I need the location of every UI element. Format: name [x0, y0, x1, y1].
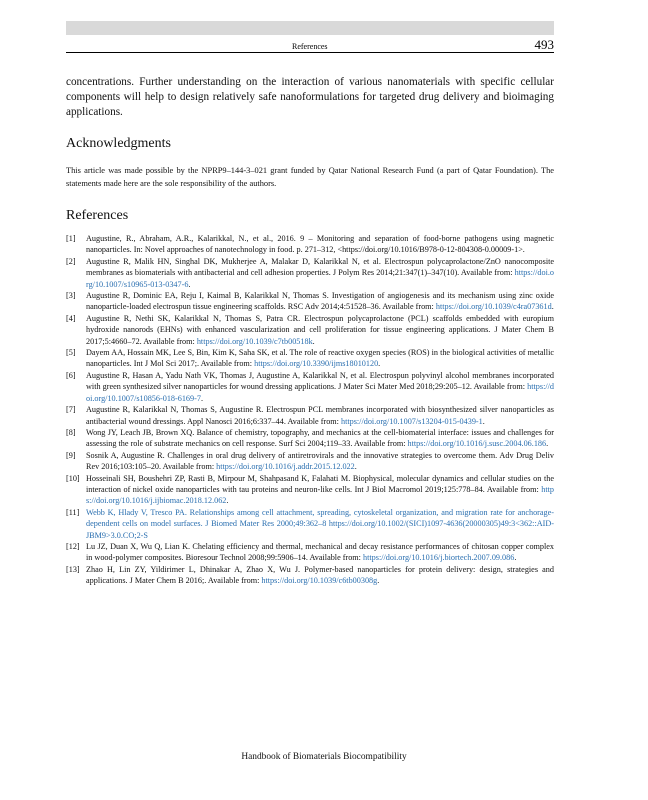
reference-text: Augustine R, Hasan A, Yadu Nath VK, Thomas J, Augustine A, Kalarikkal N, et al. Electrospun polyvinyl alcohol membranes incorporated with green synthesized silver nanoparticles for wound dressing applications. J Mater Sci Mater Med 2018;29:205–12. Available from:: [86, 370, 554, 392]
doi-link[interactable]: https://doi.org/10.1007/s10856-018-6169-7: [86, 382, 554, 403]
reference-text: Zhao H, Lin ZY, Yildirimer L, Dhinakar A, Zhao X, Wu J. Polymer-based nanoparticles for protein delivery: design, strategies and applications. J Mater Chem B 2016;. Available from:: [86, 564, 554, 586]
reference-number: [12]: [66, 541, 80, 551]
doi-link[interactable]: https://doi.org/10.1016/j.biortech.2007.09.086: [363, 553, 515, 563]
reference-item: [4] Augustine R, Nethi SK, Kalarikkal N, Thomas S, Patra CR. Electrospun polycaprolactone (PCL) scaffolds embedded with europium hydroxide nanorods (EHNs) with enhanced vascularization and cell proliferation for tissue engineering applications. J Mater Chem B 2017;5:4660–72. Available from: https://doi.org/10.1039/c7tb00518k.: [66, 313, 554, 346]
reference-item: [3] Augustine R, Dominic EA, Reju I, Kaimal B, Kalarikkal N, Thomas S. Investigation of angiogenesis and its mechanism using zinc oxide nanoparticle-loaded electrospun tissue engineering scaffolds. RSC Adv 2014;4:51528–36. Available from: https://doi.org/10.1039/c4ra07361d.: [66, 291, 554, 312]
intro-paragraph: concentrations. Further understanding on the interaction of various nanomaterials with specific cellular components will help to design relatively safe nanoformulations for targeted drug delivery and bioimaging applications.: [66, 76, 554, 119]
reference-number: [4]: [66, 313, 76, 323]
reference-text: Dayem AA, Hossain MK, Lee S, Bin, Kim K, Saha SK, et al. The role of reactive oxygen species (ROS) in the biological activities of metallic nanoparticles. Int J Mol Sci 2017;. Available from:: [86, 348, 554, 369]
doi-link[interactable]: https://doi.org/10.1007/s10965-013-0347-6: [86, 268, 554, 289]
page-number: 493: [534, 37, 554, 52]
reference-item: [7] Augustine R, Kalarikkal N, Thomas S, Augustine R. Electrospun PCL membranes incorporated with biosynthesized silver nanoparticles as antibacterial wound dressings. Appl Nanosci 2016;6:337–44. Available from: https://doi.org/10.1007/s13204-015-0439-1.: [66, 405, 554, 426]
doi-link[interactable]: https://doi.org/10.3390/ijms18010120: [254, 359, 379, 369]
reference-item: [2] Augustine R, Malik HN, Singhal DK, Mukherjee A, Malakar D, Kalarikkal N, et al. Electrospun polycaprolactone/ZnO nanocomposite membranes as biomaterials with antibacterial and cell adhesion properties. J Polym Res 2014;21:347(1)–347(10). Available from: https://doi.org/10.1007/s10965-013-0347-6.: [66, 256, 554, 289]
reference-item: [12] Lu JZ, Duan X, Wu Q, Lian K. Chelating efficiency and thermal, mechanical and decay resistance performances of chitosan copper complex in wood-polymer composites. Bioresour Technol 2008;99:5906–14. Available from: https://doi.org/10.1016/j.biortech.2007.09.086.: [66, 541, 554, 563]
reference-item: [9] Sosnik A, Augustine R. Challenges in oral drug delivery of antiretrovirals and the innovative strategies to overcome them. Adv Drug Deliv Rev 2016;103:105–20. Available from: https://doi.org/10.1016/j.addr.2015.12.022.: [66, 450, 554, 472]
reference-text: Hosseinali SH, Boushehri ZP, Rasti B, Mirpour M, Shahpasand K, Falahati M. Biophysical, molecular dynamics and cellular studies on the interaction of nickel oxide nanoparticles with tau proteins and neuron-like cells. Int J Biol Macromol 2019;125:778–84. Available from:: [86, 473, 554, 494]
reference-number: [1]: [66, 234, 76, 243]
doi-link[interactable]: Webb K, Hlady V, Tresco PA. Relationships among cell attachment, spreading, cytoskeletal organization, and migration rate for anchorage-dependent cells on model surfaces. J Biomed Mater Res 2000;49:362–8 https://doi.org/10.1002/(SICI)1097-4636(20000305)49:3<362::AID-JBM9>3.0.CO;2-S: [86, 507, 554, 540]
header-bar: [66, 21, 554, 35]
reference-number: [11]: [66, 507, 80, 517]
doi-link[interactable]: https://doi.org/10.1039/c6tb00308g: [261, 576, 378, 586]
reference-number: [8]: [66, 427, 76, 437]
reference-text: Augustine, R., Abraham, A.R., Kalarikkal, N., et al., 2016. 9 – Monitoring and separation of food-borne pathogens using magnetic nanoparticles. In: Novel approaches of nanotechnology in food. p. 271–312, <https://doi.org/10.1016/B978-0-12-804308-0.00009-1>.: [86, 234, 554, 255]
reference-item: [10] Hosseinali SH, Boushehri ZP, Rasti B, Mirpour M, Shahpasand K, Falahati M. Biophysical, molecular dynamics and cellular studies on the interaction of nickel oxide nanoparticles with tau proteins and neuron-like cells. Int J Biol Macromol 2019;125:778–84. Available from: https://doi.org/10.1016/j.ijbiomac.2018.12.062.: [66, 473, 554, 506]
doi-link[interactable]: https://doi.org/10.1007/s13204-015-0439-1: [340, 416, 483, 426]
acknowledgments-text: This article was made possible by the NPRP9–144-3–021 grant funded by Qatar National Research Fund (a part of Qatar Foundation). The statements made here are the sole responsibility of the authors.: [66, 166, 554, 188]
reference-number: [9]: [66, 450, 76, 460]
running-head: References: [292, 42, 328, 51]
reference-item: [13] Zhao H, Lin ZY, Yildirimer L, Dhinakar A, Zhao X, Wu J. Polymer-based nanoparticles for protein delivery: design, strategies and applications. J Mater Chem B 2016;. Available from: https://doi.org/10.1039/c6tb00308g.: [66, 564, 554, 586]
reference-number: [7]: [66, 405, 76, 415]
reference-item: [66, 507, 554, 541]
reference-item: [66, 233, 554, 256]
reference-number: [5]: [66, 348, 76, 358]
doi-link[interactable]: https://doi.org/10.1016/j.addr.2015.12.022: [216, 462, 355, 472]
reference-number: [13]: [66, 564, 80, 574]
reference-number: [3]: [66, 291, 76, 301]
reference-text: Augustine R, Malik HN, Singhal DK, Mukherjee A, Malakar D, Kalarikkal N, et al. Electrospun polycaprolactone/ZnO nanocomposite membranes as biomaterials with antibacterial and cell adhesion properties. J Polym Res 2014;21:347(1)–347(10). Available from:: [86, 256, 554, 278]
reference-text: Augustine R, Kalarikkal N, Thomas S, Augustine R. Electrospun PCL membranes incorporated with biosynthesized silver nanoparticles as antibacterial wound dressings. Appl Nanosci 2016;6:337–44. Available from:: [86, 405, 554, 426]
reference-number: [10]: [66, 473, 80, 483]
doi-link[interactable]: https://doi.org/10.1016/j.susc.2004.06.186: [407, 439, 547, 449]
reference-text: Lu JZ, Duan X, Wu Q, Lian K. Chelating efficiency and thermal, mechanical and decay resistance performances of chitosan copper complex in wood-polymer composites. Bioresour Technol 2008;99:5906–14. Available from:: [86, 541, 554, 563]
references-heading: References: [66, 208, 129, 223]
reference-text: Wong JY, Leach JB, Brown XQ. Balance of chemistry, topography, and mechanics at the cell-biomaterial interface: issues and challenges for assessing the role of substrate mechanics on cell response. Surf Sci 2004;119–33. Available from:: [86, 427, 554, 449]
reference-item: [5] Dayem AA, Hossain MK, Lee S, Bin, Kim K, Saha SK, et al. The role of reactive oxygen species (ROS) in the biological activities of metallic nanoparticles. Int J Mol Sci 2017;. Available from: https://doi.org/10.3390/ijms18010120.: [66, 348, 554, 369]
header-rule: [66, 52, 554, 53]
acknowledgments-heading: Acknowledgments: [66, 136, 171, 151]
reference-text: Augustine R, Nethi SK, Kalarikkal N, Thomas S, Patra CR. Electrospun polycaprolactone (PCL) scaffolds embedded with europium hydroxide nanorods (EHNs) with enhanced vascularization and cell proliferation for tissue engineering applications. J Mater Chem B 2017;5:4660–72. Available from:: [86, 313, 554, 346]
doi-link[interactable]: https://doi.org/10.1016/j.ijbiomac.2018.12.062: [86, 484, 554, 506]
footer-book-title: Handbook of Biomaterials Biocompatibility: [241, 752, 407, 762]
reference-number: [6]: [66, 370, 76, 380]
reference-list: [66, 233, 554, 587]
doi-link[interactable]: https://doi.org/10.1039/c4ra07361d: [435, 302, 552, 312]
reference-item: [8] Wong JY, Leach JB, Brown XQ. Balance of chemistry, topography, and mechanics at the cell-biomaterial interface: issues and challenges for assessing the role of substrate mechanics on cell response. Surf Sci 2004;119–33. Available from: https://doi.org/10.1016/j.susc.2004.06.186.: [66, 427, 554, 449]
reference-number: [2]: [66, 256, 76, 266]
reference-text: Augustine R, Dominic EA, Reju I, Kaimal B, Kalarikkal N, Thomas S. Investigation of angiogenesis and its mechanism using zinc oxide nanoparticle-loaded electrospun tissue engineering scaffolds. RSC Adv 2014;4:51528–36. Available from:: [86, 291, 554, 312]
reference-text: Sosnik A, Augustine R. Challenges in oral drug delivery of antiretrovirals and the innovative strategies to overcome them. Adv Drug Deliv Rev 2016;103:105–20. Available from:: [86, 450, 554, 472]
reference-item: [6] Augustine R, Hasan A, Yadu Nath VK, Thomas J, Augustine A, Kalarikkal N, et al. Electrospun polyvinyl alcohol membranes incorporated with green synthesized silver nanoparticles for wound dressing applications. J Mater Sci Mater Med 2018;29:205–12. Available from: https://doi.org/10.1007/s10856-018-6169-7.: [66, 370, 554, 403]
doi-link[interactable]: https://doi.org/10.1039/c7tb00518k: [196, 336, 313, 346]
